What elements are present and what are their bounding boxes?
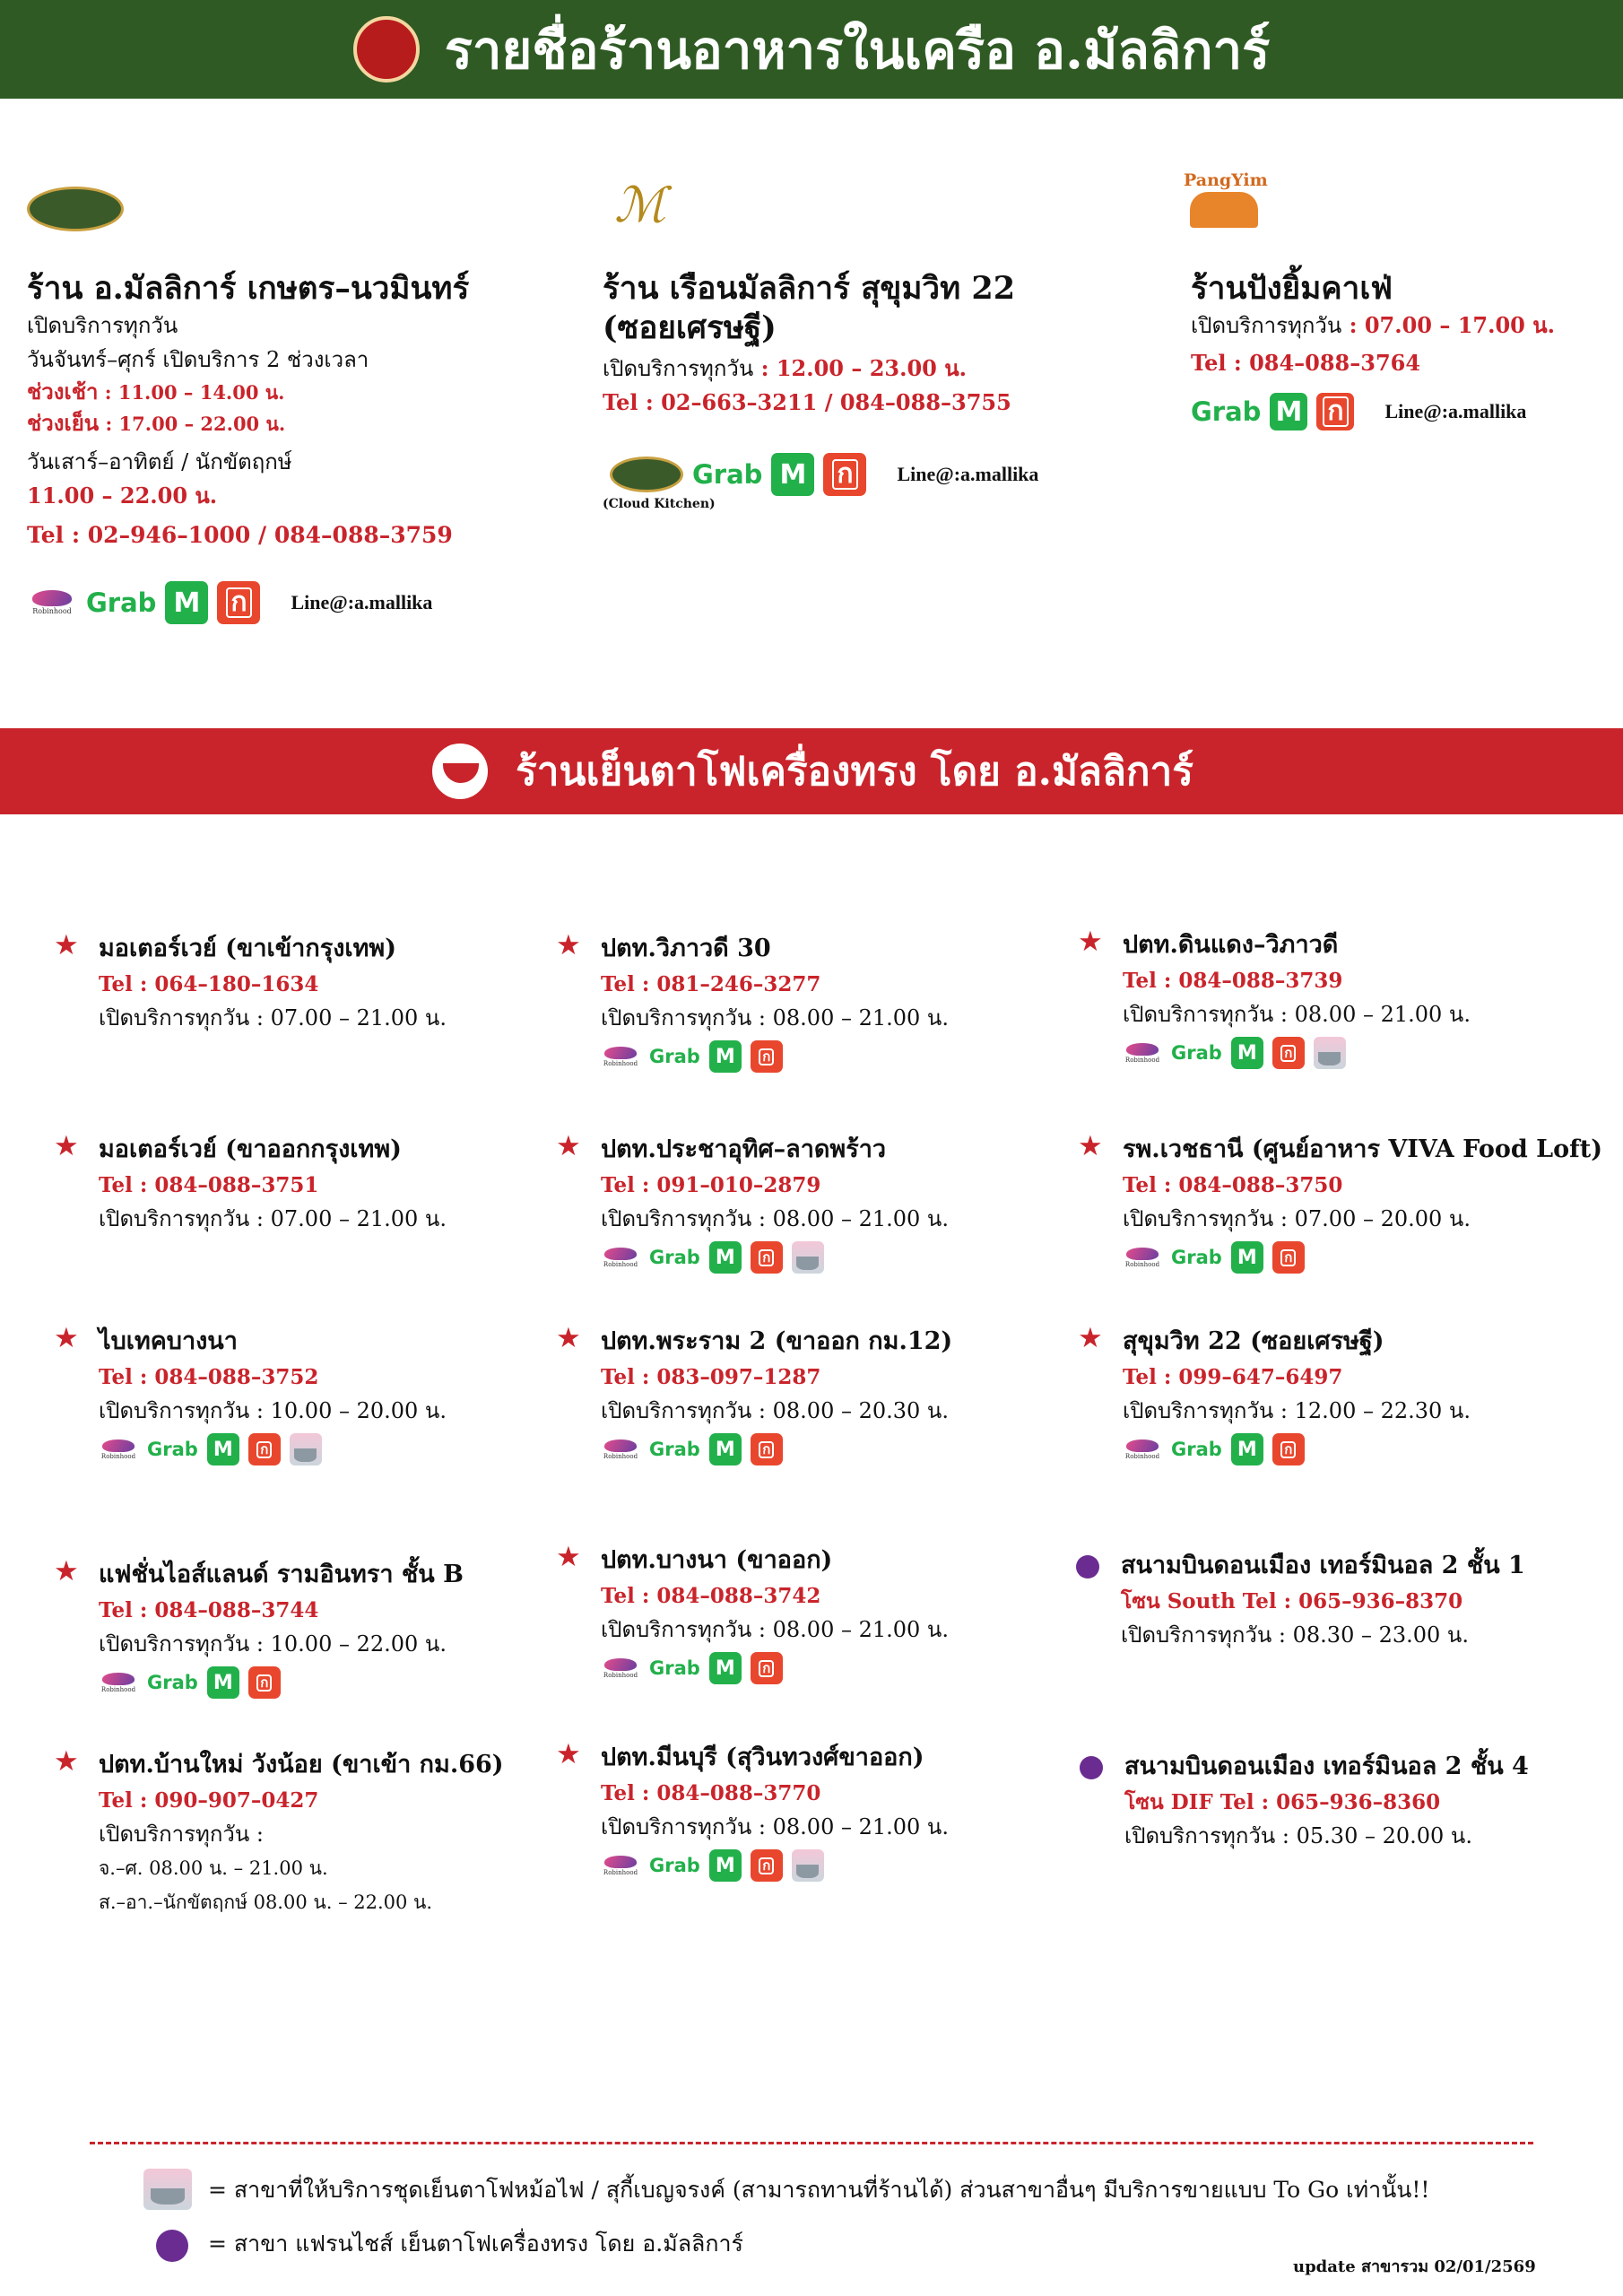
grab-icon[interactable]: Grab — [147, 1439, 198, 1460]
grab-icon[interactable]: Grab — [649, 1439, 700, 1460]
branch-card — [99, 1326, 447, 1465]
branch-name: สนามบินดอนเมือง เทอร์มินอล 2 ชั้น 4 — [1124, 1752, 1529, 1780]
branch-name: ปตท.บ้านใหม่ วังน้อย (ขาเข้า กม.66) — [99, 1751, 504, 1779]
branch-hours: เปิดบริการทุกวัน : 08.00 – 21.00 น. — [601, 1814, 949, 1839]
branch-tel: Tel : 084–088–3751 — [99, 1173, 319, 1197]
lineman-icon[interactable]: M — [709, 1241, 742, 1274]
star-icon: ★ — [556, 1738, 581, 1770]
robinhood-icon[interactable]: Robinhood — [601, 1439, 640, 1460]
branch-name: มอเตอร์เวย์ (ขาเข้ากรุงเทพ) — [99, 935, 396, 962]
star-icon: ★ — [556, 1322, 581, 1354]
branch-name: สุขุมวิท 22 (ซอยเศรษฐี) — [1123, 1327, 1384, 1355]
restaurant-open-text: เปิดบริการทุกวัน — [1191, 313, 1342, 338]
legend-divider — [90, 2142, 1533, 2144]
branch-card — [1124, 1751, 1529, 1853]
branch-name: ปตท.พระราม 2 (ขาออก กม.12) — [601, 1327, 953, 1355]
header-banner — [0, 0, 1623, 99]
branch-name: ปตท.ประชาอุทิศ–ลาดพร้าว — [601, 1135, 887, 1163]
delivery-apps — [601, 1040, 949, 1073]
branch-hours: เปิดบริการทุกวัน : 05.30 – 20.00 น. — [1124, 1823, 1472, 1848]
branch-hours: เปิดบริการทุกวัน : 08.00 – 21.00 น. — [1123, 1002, 1471, 1027]
star-icon: ★ — [54, 1130, 79, 1162]
robinhood-icon[interactable]: Robinhood — [1123, 1248, 1162, 1268]
grab-icon[interactable]: Grab — [147, 1672, 198, 1693]
cloud-kitchen-label: (Cloud Kitchen) — [603, 497, 716, 511]
branch-tel: Tel : 099–647–6497 — [1123, 1365, 1343, 1389]
branch-hours: เปิดบริการทุกวัน : 10.00 – 20.00 น. — [99, 1398, 447, 1423]
franchise-dot-icon — [156, 2230, 188, 2262]
branch-card — [601, 933, 949, 1073]
amallika-logo-icon — [353, 16, 420, 83]
foodpanda-icon[interactable]: ก — [751, 1241, 783, 1274]
line-id[interactable]: Line@:a.mallika — [897, 463, 1039, 485]
morning-label: ช่วงเช้า — [27, 378, 99, 404]
star-icon: ★ — [1078, 1322, 1103, 1354]
branch-card — [601, 1742, 949, 1882]
star-icon: ★ — [1078, 926, 1103, 958]
branch-hours-weekday: จ.–ศ. 08.00 น. – 21.00 น. — [99, 1857, 328, 1879]
restaurant-name-line1: ร้าน เรือนมัลลิการ์ สุขุมวิท 22 — [603, 270, 1016, 307]
grab-icon[interactable]: Grab — [1171, 1042, 1222, 1064]
grab-icon[interactable]: Grab — [1171, 1439, 1222, 1460]
hotpot-icon — [1314, 1037, 1346, 1069]
restaurant-hours: : 07.00 – 17.00 น. — [1341, 312, 1555, 338]
branch-name: มอเตอร์เวย์ (ขาออกกรุงเทพ) — [99, 1135, 402, 1163]
star-icon: ★ — [54, 1745, 79, 1778]
branch-tel: Tel : 090–907–0427 — [99, 1788, 319, 1813]
branch-name: ปตท.มีนบุรี (สุวินทวงศ์ขาออก) — [601, 1744, 924, 1771]
star-icon: ★ — [1078, 1130, 1103, 1162]
branch-tel: Tel : 084–088–3742 — [601, 1584, 821, 1608]
lineman-icon[interactable]: M — [709, 1849, 742, 1882]
delivery-apps — [99, 1666, 464, 1699]
robinhood-icon[interactable]: Robinhood — [601, 1658, 640, 1679]
branch-tel: Tel : 084–088–3770 — [601, 1781, 821, 1805]
branch-tel: Tel : 081–246–3277 — [601, 972, 821, 996]
grab-icon[interactable]: Grab — [649, 1657, 700, 1679]
branch-name: สนามบินดอนเมือง เทอร์มินอล 2 ชั้น 1 — [1121, 1552, 1525, 1579]
lineman-icon[interactable]: M — [709, 1652, 742, 1684]
robinhood-icon[interactable]: Robinhood — [27, 590, 77, 615]
branch-hours-weekend: ส.–อา.–นักขัตฤกษ์ 08.00 น. – 22.00 น. — [99, 1892, 433, 1913]
delivery-apps — [601, 1433, 952, 1465]
branch-hours: เปิดบริการทุกวัน : — [99, 1822, 264, 1847]
foodpanda-icon[interactable]: ก — [751, 1040, 783, 1073]
branch-name: ปตท.วิภาวดี 30 — [601, 935, 771, 962]
hotpot-icon — [792, 1241, 824, 1274]
restaurant-card-2 — [603, 269, 1105, 420]
branch-card — [1121, 1550, 1525, 1652]
star-icon: ★ — [54, 1322, 79, 1354]
branch-hours: เปิดบริการทุกวัน : 08.00 – 21.00 น. — [601, 1617, 949, 1642]
branch-hours: เปิดบริการทุกวัน : 10.00 – 22.00 น. — [99, 1631, 447, 1657]
branch-card — [1123, 929, 1471, 1069]
restaurant-open-text: เปิดบริการทุกวัน — [27, 313, 178, 338]
lineman-icon[interactable]: M — [709, 1433, 742, 1465]
star-icon: ★ — [556, 1541, 581, 1573]
line-id[interactable]: Line@:a.mallika — [1384, 400, 1527, 422]
line-id[interactable]: Line@:a.mallika — [291, 591, 433, 613]
restaurant-tel: Tel : 084–088–3764 — [1191, 350, 1421, 376]
foodpanda-icon[interactable]: ก — [248, 1666, 281, 1699]
branch-hours: เปิดบริการทุกวัน : 08.00 – 21.00 น. — [601, 1206, 949, 1231]
robinhood-icon[interactable]: Robinhood — [1123, 1439, 1162, 1460]
lineman-icon[interactable]: M — [1270, 393, 1307, 430]
amallika-brand-logo-icon — [27, 187, 124, 231]
foodpanda-icon[interactable]: ก — [751, 1849, 783, 1882]
restaurant-tel: Tel : 02–663–3211 / 084–088–3755 — [603, 389, 1011, 415]
robinhood-icon[interactable]: Robinhood — [601, 1248, 640, 1268]
branch-card — [99, 1749, 504, 1919]
restaurant-hours: : 12.00 – 23.00 น. — [753, 355, 967, 381]
star-icon: ★ — [556, 1130, 581, 1162]
foodpanda-icon[interactable]: ก — [1272, 1241, 1305, 1274]
branch-hours: เปิดบริการทุกวัน : 08.00 – 20.30 น. — [601, 1398, 949, 1423]
grab-icon[interactable]: Grab — [1171, 1247, 1222, 1268]
update-note: update สาขารวม 02/01/2569 — [1293, 2257, 1536, 2276]
branch-card — [99, 1134, 447, 1236]
branch-tel: Tel : 084–088–3750 — [1123, 1173, 1343, 1197]
branch-hours: เปิดบริการทุกวัน : 08.30 – 23.00 น. — [1121, 1622, 1469, 1648]
foodpanda-icon[interactable]: ก — [1316, 393, 1354, 430]
header-title: รายชื่อร้านอาหารในเครือ อ.มัลลิการ์ — [444, 19, 1271, 81]
grab-icon[interactable]: Grab — [692, 459, 763, 490]
branch-card — [1123, 1134, 1602, 1274]
branch-card — [601, 1326, 952, 1465]
lineman-icon[interactable]: M — [709, 1040, 742, 1073]
franchise-dot-icon — [1076, 1555, 1099, 1578]
evening-time: : 17.00 – 22.00 น. — [99, 413, 286, 435]
grab-icon[interactable]: Grab — [649, 1247, 700, 1268]
restaurant-card-1 — [27, 269, 565, 552]
foodpanda-icon[interactable]: ก — [217, 581, 260, 624]
branch-tel: Tel : 084–088–3752 — [99, 1365, 319, 1389]
branch-name: ปตท.ดินแดง–วิภาวดี — [1123, 931, 1339, 959]
branch-name: แฟชั่นไอส์แลนด์ รามอินทรา ชั้น B — [99, 1561, 464, 1588]
restaurant-name: ร้านปังยิ้มคาเฟ่ — [1191, 270, 1393, 307]
delivery-apps — [1123, 1037, 1471, 1069]
legend-franchise-text: = สาขา แฟรนไชส์ เย็นตาโฟเครื่องทรง โดย อ.มัลลิการ์ — [208, 2231, 743, 2257]
grab-icon[interactable]: Grab — [86, 587, 157, 618]
delivery-apps — [1123, 1241, 1602, 1274]
delivery-apps — [601, 1652, 949, 1684]
lineman-icon[interactable]: M — [771, 453, 814, 496]
delivery-apps — [601, 1849, 949, 1882]
branch-hours: เปิดบริการทุกวัน : 12.00 – 22.30 น. — [1123, 1398, 1471, 1423]
restaurant-weekday-text: วันจันทร์–ศุกร์ เปิดบริการ 2 ช่วงเวลา — [27, 347, 369, 372]
branch-name: รพ.เวชธานี (ศูนย์อาหาร VIVA Food Loft) — [1123, 1135, 1602, 1163]
branch-hours: เปิดบริการทุกวัน : 07.00 – 20.00 น. — [1123, 1206, 1471, 1231]
grab-icon[interactable]: Grab — [1191, 396, 1262, 427]
star-icon: ★ — [556, 929, 581, 961]
weekend-text: วันเสาร์–อาทิตย์ / นักขัตฤกษ์ — [27, 449, 292, 474]
foodpanda-icon[interactable]: ก — [1272, 1037, 1305, 1069]
branch-hours: เปิดบริการทุกวัน : 07.00 – 21.00 น. — [99, 1005, 447, 1031]
weekend-time: 11.00 – 22.00 น. — [27, 483, 218, 509]
ruen-mallika-logo-icon: ℳ — [614, 176, 666, 233]
section-banner — [0, 728, 1623, 814]
branch-tel: Tel : 083–097–1287 — [601, 1365, 821, 1389]
branch-card — [601, 1544, 949, 1684]
branch-card — [99, 1559, 464, 1699]
branch-card — [1123, 1326, 1471, 1465]
delivery-apps-1 — [27, 581, 432, 624]
lineman-icon[interactable]: M — [207, 1433, 239, 1465]
lineman-icon[interactable]: M — [1231, 1037, 1263, 1069]
morning-time: : 11.00 – 14.00 น. — [98, 381, 285, 404]
lineman-icon[interactable]: M — [165, 581, 208, 624]
robinhood-icon[interactable]: Robinhood — [601, 1856, 640, 1876]
restaurant-name: ร้าน อ.มัลลิการ์ เกษตร–นวมินทร์ — [27, 270, 470, 307]
branch-tel: โซน South Tel : 065–936–8370 — [1121, 1589, 1463, 1613]
branch-hours: เปิดบริการทุกวัน : 07.00 – 21.00 น. — [99, 1206, 447, 1231]
delivery-apps — [99, 1433, 447, 1465]
foodpanda-icon[interactable]: ก — [751, 1652, 783, 1684]
lineman-icon[interactable]: M — [207, 1666, 239, 1699]
branch-tel: Tel : 084–088–3744 — [99, 1598, 319, 1622]
robinhood-icon[interactable]: Robinhood — [1123, 1043, 1162, 1064]
restaurant-tel: Tel : 02–946–1000 / 084–088–3759 — [27, 522, 453, 548]
legend-hotpot-text: = สาขาที่ให้บริการชุดเย็นตาโฟหม้อไฟ / สุกี้เบญจรงค์ (สามารถทานที่ร้านได้) ส่วนสาขาอื่นๆ มีบริการขายแบบ To Go เท่านั้น!! — [208, 2177, 1430, 2203]
delivery-apps-3 — [1191, 393, 1526, 430]
star-icon: ★ — [54, 1555, 79, 1587]
hotpot-icon — [290, 1433, 322, 1465]
foodpanda-icon[interactable]: ก — [751, 1433, 783, 1465]
branch-name: ปตท.บางนา (ขาออก) — [601, 1546, 833, 1574]
delivery-apps-2 — [610, 453, 1038, 496]
branch-card — [601, 1134, 949, 1274]
branch-tel: Tel : 064–180–1634 — [99, 972, 319, 996]
robinhood-icon[interactable]: Robinhood — [601, 1047, 640, 1067]
branch-hours: เปิดบริการทุกวัน : 08.00 – 21.00 น. — [601, 1005, 949, 1031]
hotpot-icon — [143, 2169, 192, 2210]
robinhood-icon[interactable]: Robinhood — [99, 1439, 138, 1460]
amallika-brand-logo-icon — [610, 457, 683, 492]
robinhood-icon[interactable]: Robinhood — [99, 1673, 138, 1693]
foodpanda-icon[interactable]: ก — [1272, 1433, 1305, 1465]
delivery-apps — [1123, 1433, 1471, 1465]
restaurant-card-3 — [1191, 269, 1603, 380]
foodpanda-icon[interactable]: ก — [823, 453, 866, 496]
hotpot-icon — [792, 1849, 824, 1882]
pangyim-logo-icon: PangYim — [1184, 170, 1264, 242]
branch-card — [99, 933, 447, 1035]
foodpanda-icon[interactable]: ก — [248, 1433, 281, 1465]
evening-label: ช่วงเย็น — [27, 410, 100, 436]
branch-tel: โซน DIF Tel : 065–936–8360 — [1124, 1790, 1441, 1814]
star-icon: ★ — [54, 929, 79, 961]
branch-tel: Tel : 091–010–2879 — [601, 1173, 821, 1197]
section-title: ร้านเย็นตาโฟเครื่องทรง โดย อ.มัลลิการ์ — [516, 749, 1193, 795]
restaurant-name-line2: (ซอยเศรษฐี) — [603, 309, 777, 346]
branch-name: ไบเทคบางนา — [99, 1327, 238, 1355]
branch-tel: Tel : 084–088–3739 — [1123, 969, 1343, 993]
grab-icon[interactable]: Grab — [649, 1046, 700, 1067]
restaurant-open-text: เปิดบริการทุกวัน — [603, 356, 754, 381]
lineman-icon[interactable]: M — [1231, 1241, 1263, 1274]
grab-icon[interactable]: Grab — [649, 1855, 700, 1876]
franchise-dot-icon — [1080, 1756, 1103, 1779]
yentafo-bowl-logo-icon — [430, 741, 490, 802]
delivery-apps — [601, 1241, 949, 1274]
lineman-icon[interactable]: M — [1231, 1433, 1263, 1465]
